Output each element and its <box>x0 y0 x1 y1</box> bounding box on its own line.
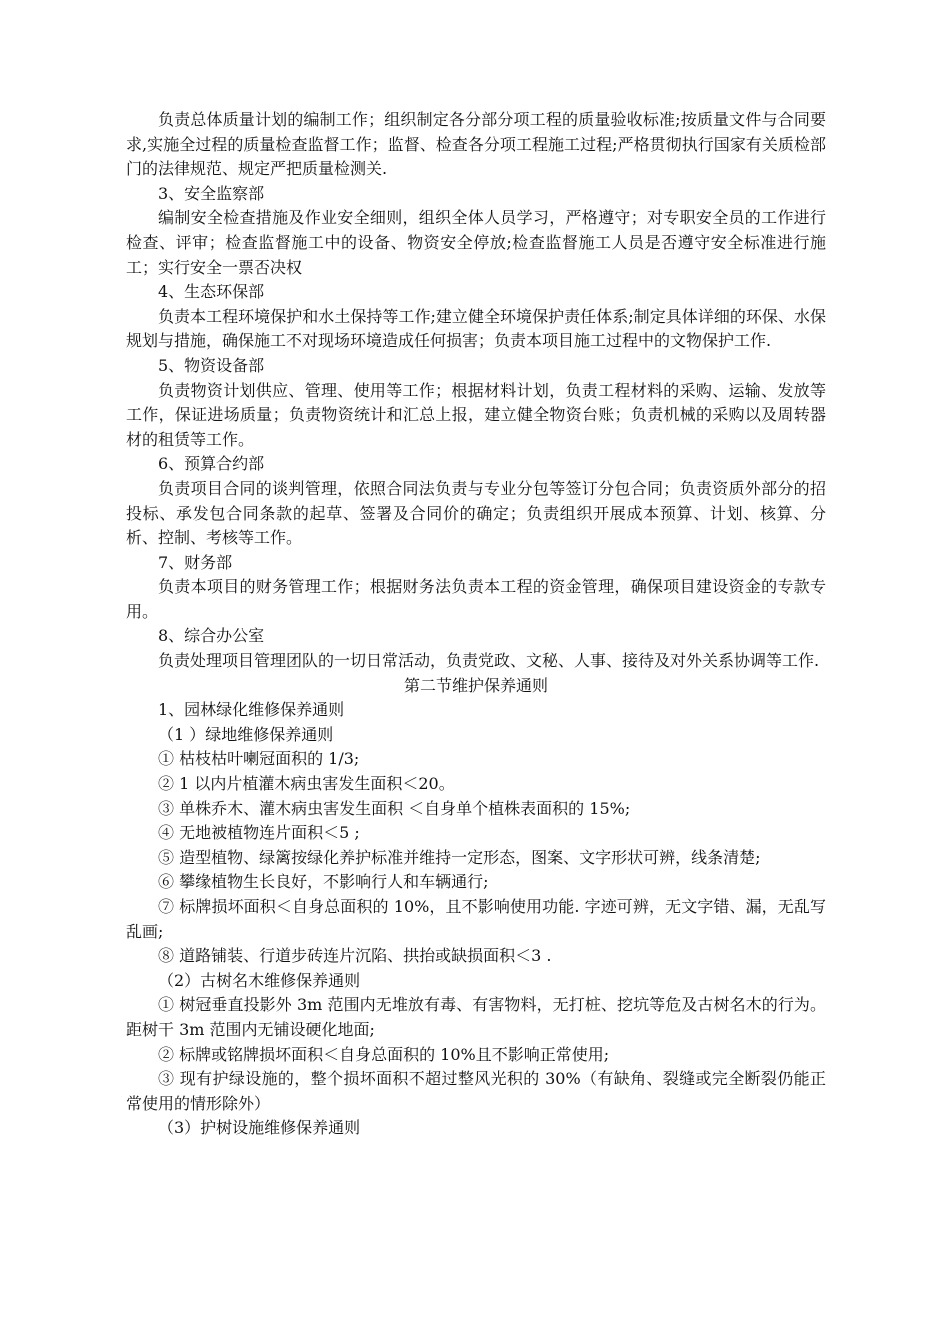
rule-item-2: ② 1 以内片植灌木病虫害发生面积＜20。 <box>158 774 455 794</box>
tree-rule-item-2: ② 标牌或铭牌损坏面积＜自身总面积的 10%且不影响正常使用; <box>158 1044 610 1064</box>
section-title: 第二节维护保养通则 <box>403 675 548 695</box>
para-finance-dept-duties: 负责本项目的财务管理工作；根据财务法负责本工程的资金管理，确保项目建设资金的专款专用。 <box>126 577 826 621</box>
tree-rule-item-3: ③ 现有护绿设施的，整个损坏面积不超过整风光积的 30%（有缺角、裂缝或完全断裂仍能正常使用的情形除外） <box>126 1069 826 1113</box>
para-budget-dept-duties: 负责项目合同的谈判管理，依照合同法负责与专业分包等签订分包合同；负责资质外部分的招投标、承发包合同条款的起草、签署及合同价的确定；负责组织开展成本预算、计划、核算、分析、控制、考核等工作。 <box>126 478 826 548</box>
rule-item-7: ⑦ 标牌损坏面积＜自身总面积的 10%，且不影响使用功能. 字迹可辨，无文字错、漏，无乱写乱画; <box>126 897 826 941</box>
para-safety-dept-duties: 编制安全检查措施及作业安全细则，组织全体人员学习，严格遵守；对专职安全员的工作进行检查、评审；检查监督施工中的设备、物资安全停放;检查监督施工人员是否遵守安全标准进行施工；实行安全一票否决权 <box>126 208 826 277</box>
rule-item-5: ⑤ 造型植物、绿篱按绿化养护标准并维持一定形态，图案、文字形状可辨，线条清楚; <box>158 847 761 867</box>
heading-budget-dept: 6、预算合约部 <box>158 454 265 474</box>
heading-greenland-rules: （1 ）绿地维修保养通则 <box>158 724 334 744</box>
rule-item-3: ③ 单株乔木、灌木病虫害发生面积 ＜自身单个植株表面积的 15%; <box>158 798 631 818</box>
rule-item-8: ⑧ 道路铺装、行道步砖连片沉陷、拱抬或缺损面积＜3 . <box>158 946 552 966</box>
heading-tree-protection-rules: （3）护树设施维修保养通则 <box>158 1118 361 1138</box>
heading-safety-dept: 3、安全监察部 <box>158 183 265 203</box>
heading-office: 8、综合办公室 <box>158 626 265 646</box>
para-materials-dept-duties: 负责物资计划供应、管理、使用等工作；根据材料计划，负责工程材料的采购、运输、发放等工作，保证进场质量；负责物资统计和汇总上报，建立健全物资台账；负责机械的采购以及周转器材的租赁等工作。 <box>126 380 826 449</box>
heading-materials-dept: 5、物资设备部 <box>158 355 265 375</box>
para-eco-dept-duties: 负责本工程环境保护和水土保持等工作;建立健全环境保护责任体系;制定具体详细的环保、水保规划与措施，确保施工不对现场环境造成任何损害；负责本项目施工过程中的文物保护工作. <box>126 306 826 351</box>
heading-finance-dept: 7、财务部 <box>158 552 233 572</box>
rule-item-6: ⑥ 攀缘植物生长良好，不影响行人和车辆通行; <box>158 872 489 892</box>
rule-item-1: ① 枯枝枯叶喇冠面积的 1/3; <box>158 749 360 769</box>
rule-item-4: ④ 无地被植物连片面积＜5 ; <box>158 823 360 843</box>
heading-landscaping-rules: 1、园林绿化维修保养通则 <box>158 700 345 720</box>
document-body <box>126 108 826 1141</box>
heading-ancient-trees-rules: （2）古树名木维修保养通则 <box>158 970 361 990</box>
heading-eco-dept: 4、生态环保部 <box>158 282 265 302</box>
tree-rule-item-1: ① 树冠垂直投影外 3m 范围内无堆放有毒、有害物料，无打桩、挖坑等危及古树名木的行为。距树干 3m 范围内无铺设硬化地面; <box>126 995 826 1039</box>
para-office-duties: 负责处理项目管理团队的一切日常活动，负责党政、文秘、人事、接待及对外关系协调等工作. <box>158 651 820 671</box>
para-quality-dept-duties: 负责总体质量计划的编制工作；组织制定各分部分项工程的质量验收标准;按质量文件与合同要求,实施全过程的质量检查监督工作；监督、检查各分项工程施工过程;严格贯彻执行国家有关质检部门的法律规范、规定严把质量检测关. <box>126 110 826 179</box>
